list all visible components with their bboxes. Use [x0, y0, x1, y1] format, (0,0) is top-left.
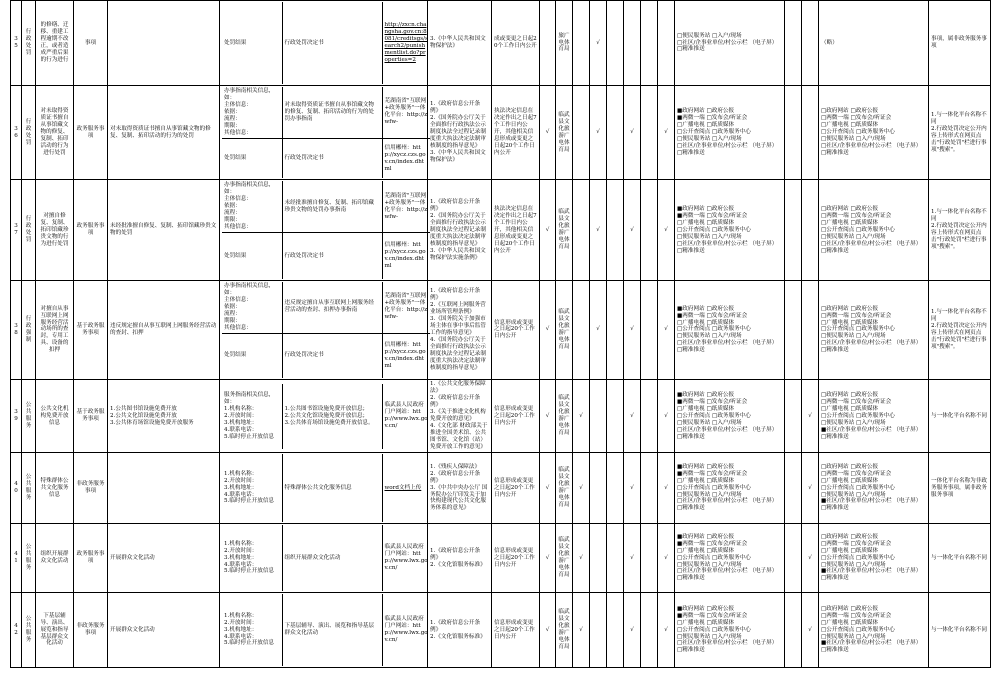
- content-desc-cell: 特殊群体公共文化服务信息: [282, 454, 382, 522]
- note-cell: 与一体化平台名称不同: [929, 380, 991, 453]
- check-cell: [641, 1, 658, 86]
- channel-link-cell[interactable]: 临武县人民政府门户网站：http://www.lwx.gov.cn/: [384, 402, 428, 430]
- check-cell: √: [624, 180, 641, 280]
- check-cell: [573, 180, 590, 280]
- channel-link-cell[interactable]: 芜湖南省"互联网+政务服务"一体化平台：http://zwfw-: [382, 87, 430, 138]
- check-cell: [573, 1, 590, 86]
- note-cell: 一体化平台名称为非政务服务事项，属非政务服务事项: [929, 453, 991, 524]
- publish-channel-cell: □便民服务站 □入户/现场 □社区/企事业单位/村公示栏 （电子屏） □精准推送: [675, 1, 785, 86]
- content-desc-cell: 对未取得资质证书擅自从事馆藏文物的修复、复制、拓印活动的行为的处罚办事指南: [282, 87, 382, 138]
- check-cell: √: [658, 280, 675, 379]
- check-cell: √: [573, 380, 590, 453]
- table-row: [11, 86, 991, 180]
- check-cell: √: [540, 380, 556, 453]
- item-cell: 对擅自从事互联网上网服务经营活动场所的查封，专用工具、设备的扣押: [36, 280, 74, 379]
- category-cell: 行政处罚: [22, 1, 36, 86]
- level-cell: 非政务服务事项: [74, 453, 108, 524]
- check-cell: [607, 1, 624, 86]
- check-cell: [641, 593, 658, 668]
- row-number: 36: [11, 86, 22, 180]
- content-subgrid: [220, 180, 428, 280]
- legal-basis-cell: 1.《政府信息公开条例》 2.《国务院办公厅关于全面推行行政执法公示制度执法全过程记录制度重大执法决定法制审核制度的指导意见》 3.《中华人民共和国文物保护法》: [428, 86, 492, 180]
- content-type-cell: 处罚结果: [222, 233, 282, 279]
- check-cell: [590, 593, 607, 668]
- check-cell: √: [624, 453, 641, 524]
- check-cell: √: [540, 453, 556, 524]
- check-cell: [607, 524, 624, 593]
- publish-channel-cell: ■政府网站 □政府公报 ■两微一端 □发布会/听证会 □广播电视 □纸质媒体 □公开查阅点 □政务服务中心 □便民服务站 □入户/现场 □社区/企事业单位/村公示栏 （电子屏） □精准推送: [675, 280, 785, 379]
- check-cell: [641, 280, 658, 379]
- content-desc-cell: 违反规定擅自从事互联网上网服务经营活动的查封、扣押办事指南: [282, 282, 382, 333]
- check-cell: √: [658, 180, 675, 280]
- item-cell: 公共文化机构免费开放信息: [36, 380, 74, 453]
- item-cell: 组织开展群众文化活动: [36, 524, 74, 593]
- check-cell: [590, 380, 607, 453]
- table-row: [11, 524, 991, 593]
- check-cell: √: [802, 524, 819, 593]
- check-cell: [573, 86, 590, 180]
- legal-basis-cell: 1.《政府信息公开条例》 2.《互联网上网服务营业场所管理条例》 3.《国务院关于加强市场主体在事中事后监管工作的指导意见》 4.《国务院办公厅关于全面推行行政执法公示制度执法全过程记录制度重大执法决定法制审核制度的指导意见》: [428, 280, 492, 379]
- level-cell: 政务服务事项: [74, 524, 108, 593]
- row-number: 41: [11, 524, 22, 593]
- check-cell: [785, 593, 802, 668]
- content-subtable: [222, 282, 430, 378]
- level-cell: 非政务服务事项: [74, 593, 108, 668]
- check-cell: √: [624, 86, 641, 180]
- time-limit-cell: 信息形成或变更之日起20个工作日内公开: [492, 280, 540, 379]
- check-cell: [573, 280, 590, 379]
- category-cell: 公共服务: [22, 453, 36, 524]
- disclosure-table: [10, 0, 991, 668]
- content-subtable: [222, 181, 430, 278]
- item-cell: 对擅自修复、复制、拓印馆藏珍贵文物的行为进行处罚: [36, 180, 74, 280]
- channel-link-cell[interactable]: 信用郴州：http://xycz.czs.gov.cn/index.dhtml: [384, 242, 426, 270]
- content-subgrid: [220, 1, 428, 86]
- level-cell: 基于政务服务事项: [74, 280, 108, 379]
- table-row: [11, 453, 991, 524]
- category-cell: 行政处罚: [22, 86, 36, 180]
- table-row: [11, 380, 991, 453]
- content-type-cell: 1.机构名称： 2.开放时间： 3.机构地址： 4.联系电话： 5.临时停止开放信息: [222, 594, 282, 666]
- category-cell: 行政强制: [22, 280, 36, 379]
- publish-channel-cell: ■政府网站 □政府公报 ■两微一端 □发布会/听证会 □广播电视 □纸质媒体 □公开查阅点 □政务服务中心 □便民服务站 □入户/现场 □社区/企事业单位/村公示栏 （电子屏） □精准推送: [675, 524, 785, 593]
- check-cell: [641, 86, 658, 180]
- item-cell: 特殊群体公共文化服务信息: [36, 453, 74, 524]
- table-row: [11, 593, 991, 668]
- check-cell: √: [540, 280, 556, 379]
- level-cell: 事项: [74, 1, 108, 86]
- check-cell: [607, 593, 624, 668]
- check-cell: √: [802, 453, 819, 524]
- publish-channel-cell: ■政府网站 □政府公报 ■两微一端 □发布会/听证会 □广播电视 □纸质媒体 □公开查阅点 □政务服务中心 □便民服务站 □入户/现场 □社区/企事业单位/村公示栏 （电子屏） □精准推送: [675, 380, 785, 453]
- publish-channel-cell: ■政府网站 □政府公报 ■两微一端 □发布会/听证会 □广播电视 □纸质媒体 □公开查阅点 □政务服务中心 □便民服务站 □入户/现场 □社区/企事业单位/村公示栏 （电子屏） □精准推送: [675, 453, 785, 524]
- table-row: [11, 180, 991, 280]
- check-cell: [785, 453, 802, 524]
- channel-link-cell[interactable]: 芜湖南省"互联网+政务服务"一体化平台：http://zwfw-: [382, 181, 430, 232]
- content-type-cell: 办事指南相关信息，如： 主体信息： 依据： 流程： 期限： 其他信息：: [222, 87, 282, 138]
- check-cell: √: [624, 524, 641, 593]
- department-cell: 临武县文化旅游广电体育局: [556, 453, 573, 524]
- publish-channel-cell: □政府网站 □政府公报 □两微一端 □发布会/听证会 □广播电视 □纸质媒体 □公开查阅点 □政务服务中心 □便民服务站 □入户/现场 ■社区/企事业单位/村公示栏 （电子屏） □精准推送: [819, 453, 929, 524]
- check-cell: [802, 1, 819, 86]
- table-row: [11, 1, 991, 86]
- note-cell: 事项，属非政务服务事项: [929, 1, 991, 86]
- check-cell: [785, 86, 802, 180]
- check-cell: √: [590, 280, 607, 379]
- channel-link-cell[interactable]: http://zxcn.changsha.gov.cn:8081/creditsgs/search2/punishmentlist.do?properties=2: [384, 22, 428, 63]
- content-subtable: [222, 594, 430, 666]
- check-cell: √: [802, 593, 819, 668]
- time-limit-cell: 信息形成或变更之日起20个工作日内公开: [492, 453, 540, 524]
- legal-basis-cell: 1.《残疾人保障法》 2.《政府信息公开条例》 3.《中共中央办公厅 国务院办公厅印发关于加快构建现代公共文化服务体系的意见》: [428, 453, 492, 524]
- channel-link-cell[interactable]: 芜湖南省"互联网+政务服务"一体化平台：http://zwfw-: [382, 282, 430, 333]
- content-subtable: [222, 87, 430, 178]
- department-cell: 临武县文化旅游广电体育局: [556, 280, 573, 379]
- check-cell: [540, 1, 556, 86]
- check-cell: √: [658, 524, 675, 593]
- check-cell: [641, 524, 658, 593]
- publish-channel-cell: ■政府网站 □政府公报 ■两微一端 □发布会/听证会 □广播电视 □纸质媒体 □公开查阅点 □政务服务中心 □便民服务站 □入户/现场 □社区/企事业单位/村公示栏 （电子屏） □精准推送: [675, 86, 785, 180]
- note-cell: 与一体化平台名称不同: [929, 524, 991, 593]
- category-cell: 行政处罚: [22, 180, 36, 280]
- time-limit-cell: 信息形成或变更之日起20个工作日内公开: [492, 380, 540, 453]
- basis-cell: 开展群众文化活动: [108, 524, 220, 593]
- basis-cell: 开展群众文化活动: [108, 593, 220, 668]
- check-cell: [658, 1, 675, 86]
- content-type-cell: 处罚结果: [222, 333, 282, 378]
- item-cell: 的修缮、迁移、重建工程逾期不改正，或者造成严重后果的行为进行: [36, 1, 74, 86]
- check-cell: [607, 453, 624, 524]
- item-cell: 对未取得资质证书擅自从事馆藏文物的修复、复制、拓印活动的行为进行处罚: [36, 86, 74, 180]
- check-cell: √: [540, 593, 556, 668]
- content-subgrid: [220, 593, 428, 668]
- check-cell: √: [590, 1, 607, 86]
- content-type-cell: 1.机构名称： 2.开放时间： 3.机构地址： 4.联系电话： 5.临时停止开放信息: [222, 454, 282, 522]
- publish-channel-cell: □政府网站 □政府公报 □两微一端 □发布会/听证会 □广播电视 □纸质媒体 □公开查阅点 □政务服务中心 □便民服务站 □入户/现场 ■社区/企事业单位/村公示栏 （电子屏） □精准推送: [819, 593, 929, 668]
- legal-basis-cell: 1.《公共文化服务保障法》 2.《政府信息公开条例》 3.《关于推进文化机构免费开放的意见》 4.《文化部 财政部关于推进全国美术馆、公共图书馆、文化馆（站）免费开放工作的意见》: [428, 380, 492, 453]
- legal-basis-cell: 3.《中华人民共和国文物保护法》: [428, 1, 492, 86]
- check-cell: [802, 86, 819, 180]
- content-subtable: [222, 454, 430, 522]
- content-type-cell: 1.机构名称： 2.开放时间： 3.机构地址： 4.联系电话： 5.临时停止开放信息: [222, 525, 282, 591]
- publish-channel-cell: □政府网站 □政府公报 □两微一端 □发布会/听证会 □广播电视 □纸质媒体 □公开查阅点 □政务服务中心 □便民服务站 □入户/现场 ■社区/企事业单位/村公示栏 （电子屏） □精准推送: [819, 380, 929, 453]
- check-cell: [641, 180, 658, 280]
- check-cell: [624, 1, 641, 86]
- content-desc-cell: 行政处罚决定书: [282, 138, 382, 178]
- check-cell: [641, 453, 658, 524]
- level-cell: 政务服务事项: [74, 180, 108, 280]
- time-limit-cell: 执法决定信息在决定作出之日起7个工作日内公开，其他相关信息形成或变更之日起20个工作日内公开: [492, 86, 540, 180]
- check-cell: √: [658, 380, 675, 453]
- time-limit-cell: 执法决定信息在决定作出之日起7个工作日内公开，其他相关信息形成或变更之日起20个工作日内公开: [492, 180, 540, 280]
- basis-cell: 违反规定擅自从事互联网上网服务经营活动的查封、扣押: [108, 280, 220, 379]
- check-cell: √: [624, 593, 641, 668]
- category-cell: 公共服务: [22, 380, 36, 453]
- row-number: 40: [11, 453, 22, 524]
- item-cell: 下基层辅导、演出、展览和指导基层群众文化活动: [36, 593, 74, 668]
- content-desc-cell: 行政处罚决定书: [282, 233, 382, 279]
- channel-link-cell[interactable]: 临武县人民政府门户网站：http://www.lwx.gov.cn/: [384, 616, 428, 643]
- check-cell: [802, 180, 819, 280]
- check-cell: √: [540, 180, 556, 280]
- check-cell: √: [590, 180, 607, 280]
- time-limit-cell: 成或变更之日起20个工作日内公开: [492, 1, 540, 86]
- content-type-cell: 办事指南相关信息，如： 主体信息： 依据： 流程： 期限： 其他信息：: [222, 181, 282, 232]
- content-subgrid: [220, 524, 428, 593]
- content-desc-cell: 行政处罚决定书: [282, 333, 382, 378]
- check-cell: √: [573, 593, 590, 668]
- check-cell: √: [658, 453, 675, 524]
- check-cell: √: [573, 524, 590, 593]
- note-cell: 与一体化平台名称不同: [929, 593, 991, 668]
- basis-cell: [108, 1, 220, 86]
- check-cell: [785, 524, 802, 593]
- check-cell: [785, 380, 802, 453]
- basis-cell: 未经批准擅自修复、复制、拓印馆藏珍贵文物的处罚: [108, 180, 220, 280]
- channel-link-cell[interactable]: 信用郴州：http://xycz.czs.gov.cn/index.dhtml: [384, 341, 426, 369]
- content-subtable: [222, 384, 430, 449]
- row-number: 39: [11, 380, 22, 453]
- content-subgrid: [220, 86, 428, 180]
- check-cell: [590, 524, 607, 593]
- check-cell: √: [658, 593, 675, 668]
- department-cell: 临武县文化旅游广电体育局: [556, 380, 573, 453]
- publish-channel-cell: □政府网站 □政府公报 □两微一端 □发布会/听证会 □广播电视 □纸质媒体 □公开查阅点 □政务服务中心 □便民服务站 □入户/现场 □社区/企事业单位/村公示栏 （电子屏） □精准推送: [819, 86, 929, 180]
- channel-link-cell[interactable]: 信用郴州：http://xycz.czs.gov.cn/index.dhtml: [384, 144, 426, 172]
- check-cell: [607, 86, 624, 180]
- check-cell: [802, 280, 819, 379]
- category-cell: 公共服务: [22, 593, 36, 668]
- check-cell: √: [590, 86, 607, 180]
- check-cell: [607, 180, 624, 280]
- publish-channel-cell: □政府网站 □政府公报 □两微一端 □发布会/听证会 □广播电视 □纸质媒体 □公开查阅点 □政务服务中心 □便民服务站 □入户/现场 □社区/企事业单位/村公示栏 （电子屏） □精准推送: [819, 280, 929, 379]
- check-cell: √: [802, 380, 819, 453]
- channel-link-cell[interactable]: word文档上传: [384, 484, 422, 491]
- note-cell: 1.与一体化平台名称不同 2.行政处罚决定公开内容上传形式在网页点击"行政处罚"栏进行事项"搜索"。: [929, 280, 991, 379]
- content-desc-cell: 未经批准擅自修复、复制、拓印馆藏珍贵文物的处罚办事指南: [282, 181, 382, 232]
- time-limit-cell: 信息形成或变更之日起20个工作日内公开: [492, 593, 540, 668]
- level-cell: 政务服务事项: [74, 86, 108, 180]
- row-number: 38: [11, 280, 22, 379]
- content-type-cell: 服务指南相关信息，如： 1.机构名称： 2.开放时间： 3.机构地址： 4.联系电话： 5.临时停止开放信息: [222, 384, 282, 449]
- check-cell: √: [624, 280, 641, 379]
- note-cell: 1.与一体化平台名称不同 2.行政处罚决定公开内容上传形式在网页点击"行政处罚"栏进行事项"搜索"。: [929, 86, 991, 180]
- check-cell: √: [540, 86, 556, 180]
- basis-cell: [108, 453, 220, 524]
- publish-channel-cell: ■政府网站 □政府公报 ■两微一端 □发布会/听证会 □广播电视 □纸质媒体 □公开查阅点 □政务服务中心 □便民服务站 □入户/现场 □社区/企事业单位/村公示栏 （电子屏） □精准推送: [675, 180, 785, 280]
- check-cell: [607, 380, 624, 453]
- check-cell: [607, 280, 624, 379]
- publish-channel-cell: □政府网站 □政府公报 □两微一端 □发布会/听证会 □广播电视 □纸质媒体 □公开查阅点 □政务服务中心 □便民服务站 □入户/现场 □社区/企事业单位/村公示栏 （电子屏） □精准推送: [819, 180, 929, 280]
- content-type-cell: 处罚结果: [222, 138, 282, 178]
- publish-channel-cell: ■政府网站 □政府公报 ■两微一端 □发布会/听证会 □广播电视 □纸质媒体 □公开查阅点 □政务服务中心 □便民服务站 □入户/现场 □社区/企事业单位/村公示栏 （电子屏） □精准推送: [675, 593, 785, 668]
- content-subgrid: [220, 453, 428, 524]
- check-cell: [785, 1, 802, 86]
- legal-basis-cell: 1.《政府信息公开条例》 2.《国务院办公厅关于全面推行行政执法公示制度执法全过程记录制度重大执法决定法制审核制度的指导意见》 3.《中华人民共和国文物保护法实施条例》: [428, 180, 492, 280]
- check-cell: √: [573, 453, 590, 524]
- check-cell: √: [540, 524, 556, 593]
- check-cell: [590, 453, 607, 524]
- check-cell: [641, 380, 658, 453]
- content-subgrid: [220, 280, 428, 379]
- level-cell: 基于政务服务事项: [74, 380, 108, 453]
- row-number: 42: [11, 593, 22, 668]
- table-row: [11, 280, 991, 379]
- check-cell: √: [658, 86, 675, 180]
- department-cell: 临武县文化旅游广电体育局: [556, 524, 573, 593]
- content-subgrid: [220, 380, 428, 453]
- content-desc-cell: 行政处罚决定书: [282, 2, 382, 84]
- row-number: 35: [11, 1, 22, 86]
- category-cell: 公共服务: [22, 524, 36, 593]
- content-desc-cell: 下基层辅导、演出、展览和指导基层群众文化活动: [282, 594, 382, 666]
- check-cell: [785, 180, 802, 280]
- basis-cell: 1.公共图书馆设施免费开放 2.公共文化馆设施免费开放 3.公共体育场馆设施免费开放服务: [108, 380, 220, 453]
- department-cell: 旅广电体育局: [556, 1, 573, 86]
- content-desc-cell: 组织开展群众文化活动: [282, 525, 382, 591]
- basis-cell: 对未取得资质证书擅自从事馆藏文物的修复、复制、拓印活动的行为的处罚: [108, 86, 220, 180]
- check-cell: [785, 280, 802, 379]
- content-type-cell: 处罚结果: [222, 2, 282, 84]
- content-desc-cell: 1.公共图书馆设施免费开放信息； 2.公共文化馆设施免费开放信息； 3.公共体育场馆设施免费开放信息。: [282, 384, 382, 449]
- department-cell: 临武县文化旅游广电体育局: [556, 593, 573, 668]
- time-limit-cell: 信息形成或变更之日起20个工作日内公开: [492, 524, 540, 593]
- department-cell: 临武县文化旅游广电体育局: [556, 180, 573, 280]
- content-type-cell: 办事指南相关信息，如： 主体信息： 依据： 流程： 期限： 其他信息：: [222, 282, 282, 333]
- content-subtable: [222, 2, 430, 84]
- check-cell: √: [624, 380, 641, 453]
- row-number: 37: [11, 180, 22, 280]
- department-cell: 临武县文化旅游广电体育局: [556, 86, 573, 180]
- channel-link-cell[interactable]: 临武县人民政府门户网站：http://www.lwx.gov.cn/: [384, 544, 428, 571]
- note-cell: 1.与一体化平台名称不同 2.行政处罚决定公开内容上传形式在网页点击"行政处罚"栏进行事项"搜索"。: [929, 180, 991, 280]
- publish-channel-cell: □政府网站 □政府公报 □两微一端 □发布会/听证会 □广播电视 □纸质媒体 □公开查阅点 □政务服务中心 □便民服务站 □入户/现场 ■社区/企事业单位/村公示栏 （电子屏） □精准推送: [819, 524, 929, 593]
- legal-basis-cell: 1.《政府信息公开条例》 2.《文化馆服务标准》: [428, 593, 492, 668]
- content-subtable: [222, 525, 430, 591]
- publish-channel-cell: （略）: [819, 1, 929, 86]
- legal-basis-cell: 1.《政府信息公开条例》 2.《文化馆服务标准》: [428, 524, 492, 593]
